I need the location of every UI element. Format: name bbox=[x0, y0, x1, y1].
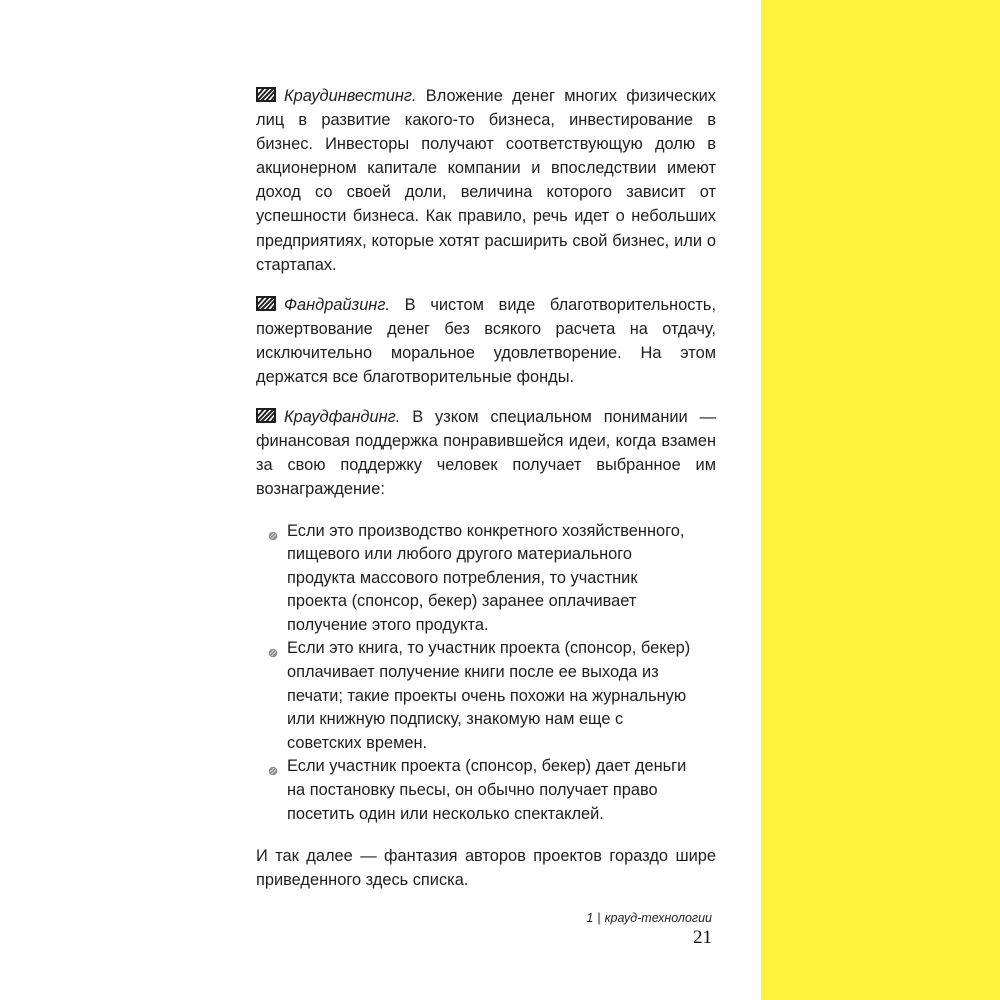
list-item bbox=[268, 520, 691, 638]
grey-dot-icon bbox=[268, 760, 278, 770]
term-definition: В узком специальном понимании — финансовая поддержка понравившейся идеи, когда взамен за свою поддержку человек получает выбранное им вознаграждение: bbox=[256, 408, 716, 499]
hatched-square-icon bbox=[256, 296, 276, 311]
term-definition: Вложение денег многих физических лиц в развитие какого-то бизнеса, инвестирование в бизнес. Инвесторы получают соответствующую долю в акционерном капитале компании и впоследствии имеют доход со своей доли, величина которого зависит от успешности бизнеса. Как правило, речь идет о небольших предприятиях, которые хотят расширить свой бизнес, или о стартапах. bbox=[256, 87, 716, 274]
running-footer bbox=[540, 911, 712, 925]
chapter-title: крауд-технологии bbox=[604, 911, 712, 925]
list-item-text: Если это производство конкретного хозяйственного, пищевого или любого другого материального продукта массового потребления, то участник проекта (спонсор, бекер) заранее оплачивает получение этого продукта. bbox=[287, 521, 685, 634]
list-item-text: Если это книга, то участник проекта (спонсор, бекер) оплачивает получение книги после ее выхода из печати; такие проекты очень похожи на журнальную или книжную подписку, знакомую нам еще с советских времен. bbox=[287, 639, 691, 752]
page-number: 21 bbox=[693, 927, 712, 948]
page-body bbox=[256, 84, 716, 892]
footer-separator: | bbox=[597, 911, 601, 925]
chapter-number: 1 bbox=[586, 911, 594, 925]
term-definition: В чистом виде благотворительность, пожертвование денег без всякого расчета на отдачу, исключительно моральное удовлетворение. На этом держатся все благотворительные фонды. bbox=[256, 295, 716, 387]
paragraph-fundraising bbox=[256, 293, 716, 389]
yellow-edge-band bbox=[761, 0, 1000, 1000]
hatched-square-icon bbox=[256, 408, 276, 423]
grey-dot-icon bbox=[268, 642, 278, 652]
closing-paragraph: И так далее — фантазия авторов проектов гораздо шире приведенного здесь списка. bbox=[256, 847, 716, 890]
term-label: Краудинвестинг. bbox=[284, 87, 417, 105]
term-label: Краудфандинг. bbox=[284, 408, 401, 427]
reward-list bbox=[256, 520, 716, 827]
list-item bbox=[268, 755, 691, 826]
paragraph-crowdinvesting bbox=[256, 84, 716, 277]
term-label: Фандрайзинг. bbox=[284, 295, 390, 314]
grey-dot-icon bbox=[268, 525, 278, 535]
list-item-text: Если участник проекта (спонсор, бекер) дает деньги на постановку пьесы, он обычно получает право посетить один или несколько спектаклей. bbox=[287, 757, 687, 823]
list-item bbox=[268, 637, 691, 755]
hatched-square-icon bbox=[256, 87, 276, 102]
paragraph-crowdfunding bbox=[256, 405, 716, 501]
